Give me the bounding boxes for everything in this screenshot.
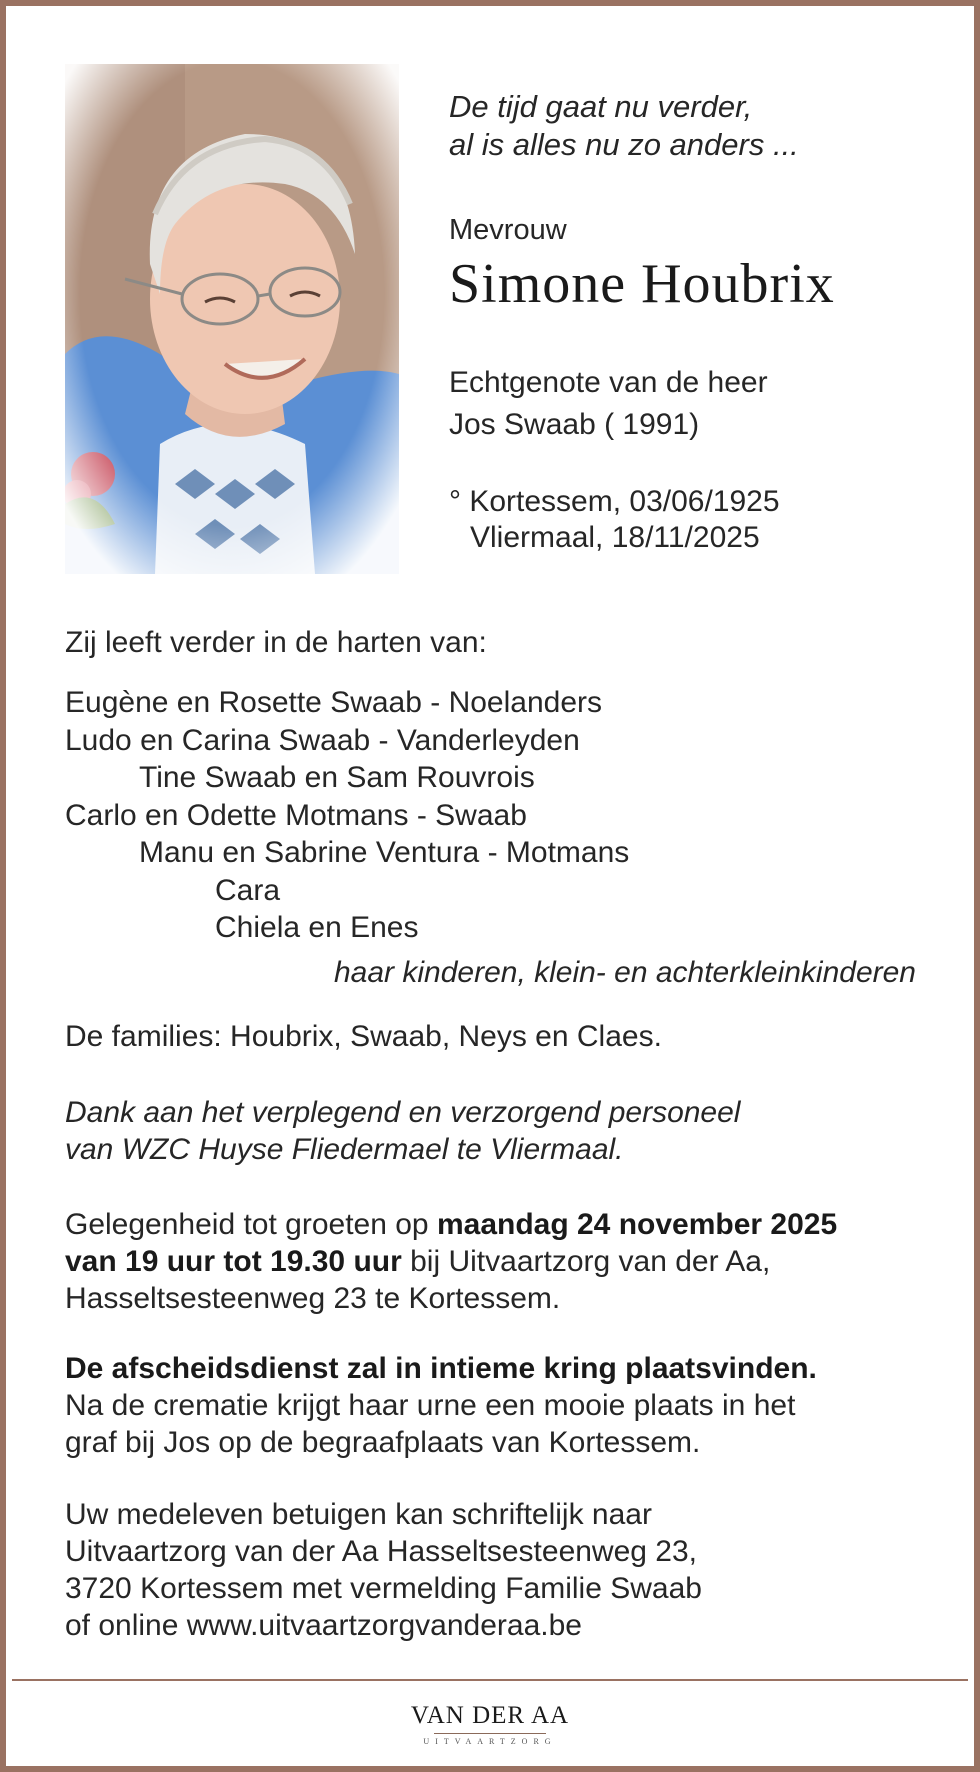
thanks-line-2: van WZC Huyse Fliedermael te Vliermaal. <box>65 1133 624 1166</box>
list-item: Tine Swaab en Sam Rouvrois <box>139 761 535 794</box>
visitation-time: van 19 uur tot 19.30 uur <box>65 1245 402 1278</box>
service-info <box>65 1350 934 1461</box>
quote-line-2: al is alles nu zo anders ... <box>449 127 799 162</box>
list-item: Ludo en Carina Swaab - Vanderleyden <box>65 723 580 757</box>
visitation-address: Hasseltsesteenweg 23 te Kortessem. <box>65 1282 561 1315</box>
survivors-list <box>65 684 629 947</box>
logo-brand: VAN DER AA <box>410 1702 570 1729</box>
service-bold-text: De afscheidsdienst zal in intieme kring plaatsvinden. <box>65 1352 817 1385</box>
family-caption: haar kinderen, klein- en achterkleinkinderen <box>333 956 916 989</box>
visitation-line-2 <box>65 1243 934 1280</box>
service-line-2: Na de crematie krijgt haar urne een mooie plaats in het <box>65 1389 796 1422</box>
footer-divider <box>12 1679 968 1681</box>
logo-subtitle: UITVAARTZORG <box>423 1737 557 1746</box>
death-date: Vliermaal, 18/11/2025 <box>470 521 760 554</box>
life-dates <box>449 484 780 556</box>
quote-line-1: De tijd gaat nu verder, <box>449 89 753 124</box>
contact-line-4: of online www.uitvaartzorgvanderaa.be <box>65 1609 582 1642</box>
contact-line-3: 3720 Kortessem met vermelding Familie Swaab <box>65 1572 702 1605</box>
visitation-info <box>65 1206 934 1317</box>
thanks-line-1: Dank aan het verplegend en verzorgend personeel <box>65 1096 741 1129</box>
families-line: De families: Houbrix, Swaab, Neys en Claes. <box>65 1020 662 1053</box>
spouse-info <box>449 362 768 446</box>
visitation-prefix: Gelegenheid tot groeten op <box>65 1208 437 1241</box>
visitation-line-1 <box>65 1206 934 1243</box>
contact-line-1: Uw medeleven betuigen kan schriftelijk naar <box>65 1498 652 1531</box>
visitation-place: bij Uitvaartzorg van der Aa, <box>401 1245 771 1278</box>
list-item: Eugène en Rosette Swaab - Noelanders <box>65 686 603 719</box>
logo-rule <box>434 1733 546 1734</box>
thanks-note <box>65 1094 934 1168</box>
list-item: Carlo en Odette Motmans - Swaab <box>65 798 527 832</box>
visitation-date: maandag 24 november 2025 <box>436 1208 838 1241</box>
birth-date: ° Kortessem, 03/06/1925 <box>449 485 780 518</box>
honorific: Mevrouw <box>449 214 567 246</box>
list-item: Chiela en Enes <box>215 911 419 944</box>
opening-quote <box>449 88 799 164</box>
funeral-home-logo <box>6 1702 974 1746</box>
contact-info <box>65 1496 934 1644</box>
service-line-3: graf bij Jos op de begraafplaats van Kortessem. <box>65 1426 701 1459</box>
spouse-line-1: Echtgenote van de heer <box>449 366 768 399</box>
service-headline <box>65 1350 934 1387</box>
list-item: Cara <box>215 873 281 907</box>
deceased-name: Simone Houbrix <box>449 253 835 315</box>
list-item: Manu en Sabrine Ventura - Motmans <box>139 836 630 869</box>
survivors-intro: Zij leeft verder in de harten van: <box>65 626 487 659</box>
portrait-photo <box>65 64 399 574</box>
spouse-line-2: Jos Swaab ( 1991) <box>449 408 700 441</box>
contact-line-2: Uitvaartzorg van der Aa Hasseltsesteenweg 23, <box>65 1535 698 1568</box>
